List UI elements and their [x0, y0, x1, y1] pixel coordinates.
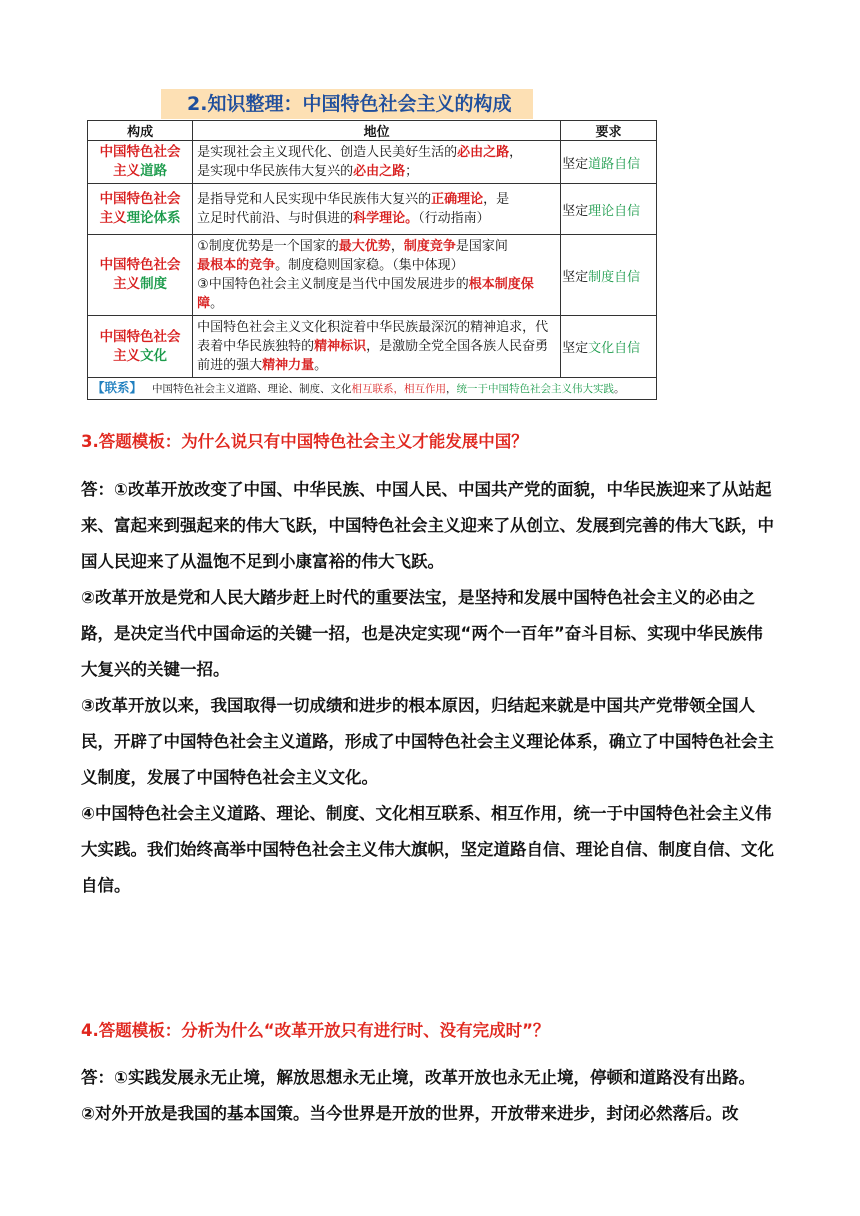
answer-paragraph: ②改革开放是党和人民大踏步赶上时代的重要法宝，是坚持和发展中国特色社会主义的必由之路，是决定当代中国命运的关键一招，也是决定实现“两个一百年”奋斗目标、实现中华民族伟大复兴的关键一招。 [81, 588, 763, 679]
table-row [88, 184, 657, 235]
answer-paragraph: ③改革开放以来，我国取得一切成绩和进步的根本原因，归结起来就是中国共产党带领全国人民，开辟了中国特色社会主义道路，形成了中国特色社会主义理论体系，确立了中国特色社会主义制度，发展了中国特色社会主义文化。 [81, 696, 774, 787]
row-name: 中国特色社会 主义文化 [88, 316, 193, 378]
knowledge-table [87, 120, 657, 400]
row-position: 中国特色社会主义文化积淀着中华民族最深沉的精神追求，代表着中华民族独特的精神标识，是激励全党全国各族人民奋勇前进的强大精神力量。 [193, 316, 561, 378]
table-row [88, 316, 657, 378]
section3-title: 3.答题模板：为什么说只有中国特色社会主义才能发展中国？ [81, 432, 528, 451]
link-cell: 【联系】 中国特色社会主义道路、理论、制度、文化相互联系，相互作用，统一于中国特色社会主义伟大实践。 [88, 378, 657, 400]
row-name: 中国特色社会 主义道路 [88, 141, 193, 184]
table-row [88, 235, 657, 316]
section4-title: 4.答题模板：分析为什么“改革开放只有进行时、没有完成时”？ [81, 1021, 550, 1040]
section3-body [81, 472, 777, 904]
section4-body [81, 1060, 777, 1132]
header-position: 地位 [193, 121, 561, 141]
row-requirement: 坚定理论自信 [561, 184, 657, 235]
answer-paragraph: 答：①改革开放改变了中国、中华民族、中国人民、中国共产党的面貌，中华民族迎来了从站起来、富起来到强起来的伟大飞跃，中国特色社会主义迎来了从创立、发展到完善的伟大飞跃，中国人民迎来了从温饱不足到小康富裕的伟大飞跃。 [81, 480, 774, 571]
link-tag: 【联系】 [92, 380, 143, 395]
answer-paragraph: 答：①实践发展永无止境，解放思想永无止境，改革开放也永无止境，停顿和道路没有出路。 [81, 1068, 755, 1087]
row-position: 是指导党和人民实现中华民族伟大复兴的正确理论，是 立足时代前沿、与时俱进的科学理论。（行动指南） [193, 184, 561, 235]
row-requirement: 坚定制度自信 [561, 235, 657, 316]
answer-paragraph: ④中国特色社会主义道路、理论、制度、文化相互联系、相互作用，统一于中国特色社会主义伟大实践。我们始终高举中国特色社会主义伟大旗帜，坚定道路自信、理论自信、制度自信、文化自信。 [81, 804, 774, 895]
row-position: 是实现社会主义现代化、创造人民美好生活的必由之路， 是实现中华民族伟大复兴的必由之路； [193, 141, 561, 184]
row-position: ①制度优势是一个国家的最大优势，制度竞争是国家间 最根本的竞争。制度稳则国家稳。（集中体现） ③中国特色社会主义制度是当代中国发展进步的根本制度保障。 [193, 235, 561, 316]
row-name: 中国特色社会 主义制度 [88, 235, 193, 316]
link-row [88, 378, 657, 400]
row-requirement: 坚定道路自信 [561, 141, 657, 184]
row-requirement: 坚定文化自信 [561, 316, 657, 378]
table-header-row [88, 121, 657, 141]
row-name: 中国特色社会 主义理论体系 [88, 184, 193, 235]
section2-title: 2.知识整理：中国特色社会主义的构成 [161, 89, 533, 119]
header-requirement: 要求 [561, 121, 657, 141]
answer-paragraph: ②对外开放是我国的基本国策。当今世界是开放的世界，开放带来进步，封闭必然落后。改 [81, 1104, 739, 1123]
header-composition: 构成 [88, 121, 193, 141]
table-row [88, 141, 657, 184]
